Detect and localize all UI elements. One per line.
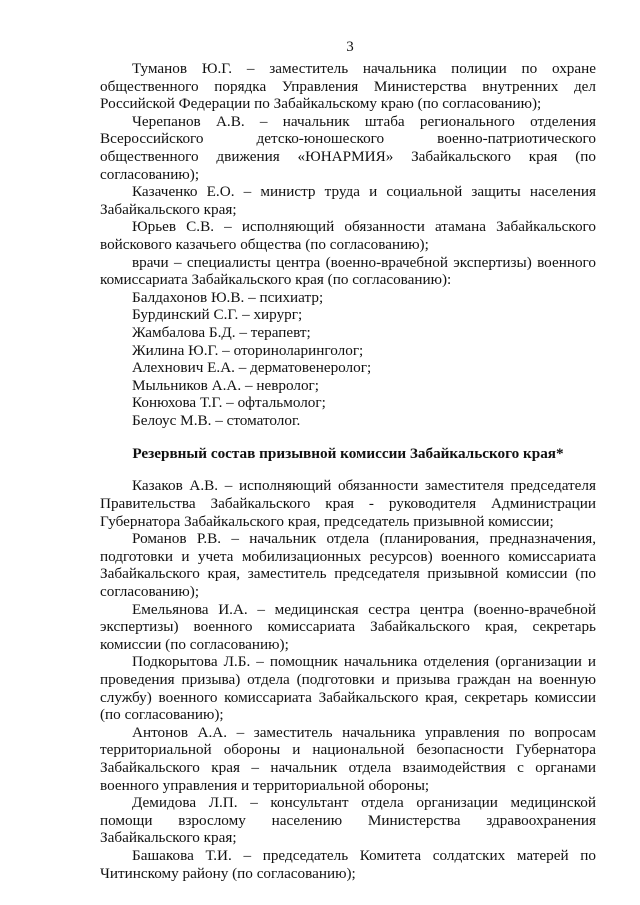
reserve-member-paragraph: Романов Р.В. – начальник отдела (планирования, предназначения, подготовки и учета мобилизационных ресурсов) военного комиссариата Забайкальского края, заместитель председателя призывной комиссии (по согласованию);: [100, 530, 596, 601]
doctor-item: Мыльников А.А. – невролог;: [132, 376, 320, 394]
doctor-item: Алехнович Е.А. – дерматовенеролог;: [132, 359, 372, 377]
doctor-item: Жамбалова Б.Д. – терапевт;: [132, 323, 311, 341]
reserve-member-paragraph: Подкорытова Л.Б. – помощник начальника отделения (организации и проведения призыва) отдела (подготовки и призыва граждан на военную службу) военного комиссариата Забайкальского края, секретарь комиссии (по согласованию);: [100, 653, 596, 724]
member-paragraph: Черепанов А.В. – начальник штаба регионального отделения Всероссийского детско-юношеского военно-патриотического общественного движения «ЮНАРМИЯ» Забайкальского края (по согласованию);: [100, 112, 596, 183]
member-paragraph: Юрьев С.В. – исполняющий обязанности атамана Забайкальского войскового казачьего общества (по согласованию);: [100, 218, 596, 253]
reserve-members-list: [100, 477, 596, 882]
doctor-item: Балдахонов Ю.В. – психиатр;: [132, 288, 324, 306]
document-page: [100, 38, 596, 882]
member-paragraph: Туманов Ю.Г. – заместитель начальника полиции по охране общественного порядка Управления Министерства внутренних дел Российской Федерации по Забайкальскому краю (по согласованию);: [100, 60, 596, 113]
doctor-item: Конюхова Т.Г. – офтальмолог;: [132, 394, 326, 412]
reserve-member-paragraph: Казаков А.В. – исполняющий обязанности заместителя председателя Правительства Забайкальского края - руководителя Администрации Губернатора Забайкальского края, председатель призывной комиссии;: [100, 477, 596, 530]
reserve-heading: Резервный состав призывной комиссии Забайкальского края*: [132, 445, 564, 463]
members-list: [100, 60, 596, 289]
reserve-member-paragraph: Емельянова И.А. – медицинская сестра центра (военно-врачебной экспертизы) военного комиссариата Забайкальского края, секретарь комиссии (по согласованию);: [100, 600, 596, 653]
doctor-item: Бурдинский С.Г. – хирург;: [132, 306, 303, 324]
doctor-item: Жилина Ю.Г. – оториноларинголог;: [132, 341, 364, 359]
member-paragraph: Казаченко Е.О. – министр труда и социальной защиты населения Забайкальского края;: [100, 183, 596, 218]
page-number: 3: [346, 39, 354, 55]
member-paragraph: врачи – специалисты центра (военно-врачебной экспертизы) военного комиссариата Забайкальского края (по согласованию):: [100, 253, 596, 289]
reserve-member-paragraph: Демидова Л.П. – консультант отдела организации медицинской помощи взрослому населению Министерства здравоохранения Забайкальского края;: [100, 794, 596, 847]
doctor-item: Белоус М.В. – стоматолог.: [132, 411, 301, 429]
doctors-list: [100, 289, 596, 430]
reserve-member-paragraph: Башакова Т.И. – председатель Комитета солдатских матерей по Читинскому району (по согласованию);: [100, 846, 596, 882]
reserve-member-paragraph: Антонов А.А. – заместитель начальника управления по вопросам территориальной обороны и национальной безопасности Губернатора Забайкальского края – начальник отдела взаимодействия с органами военного управления и территориальной обороны;: [100, 723, 596, 794]
